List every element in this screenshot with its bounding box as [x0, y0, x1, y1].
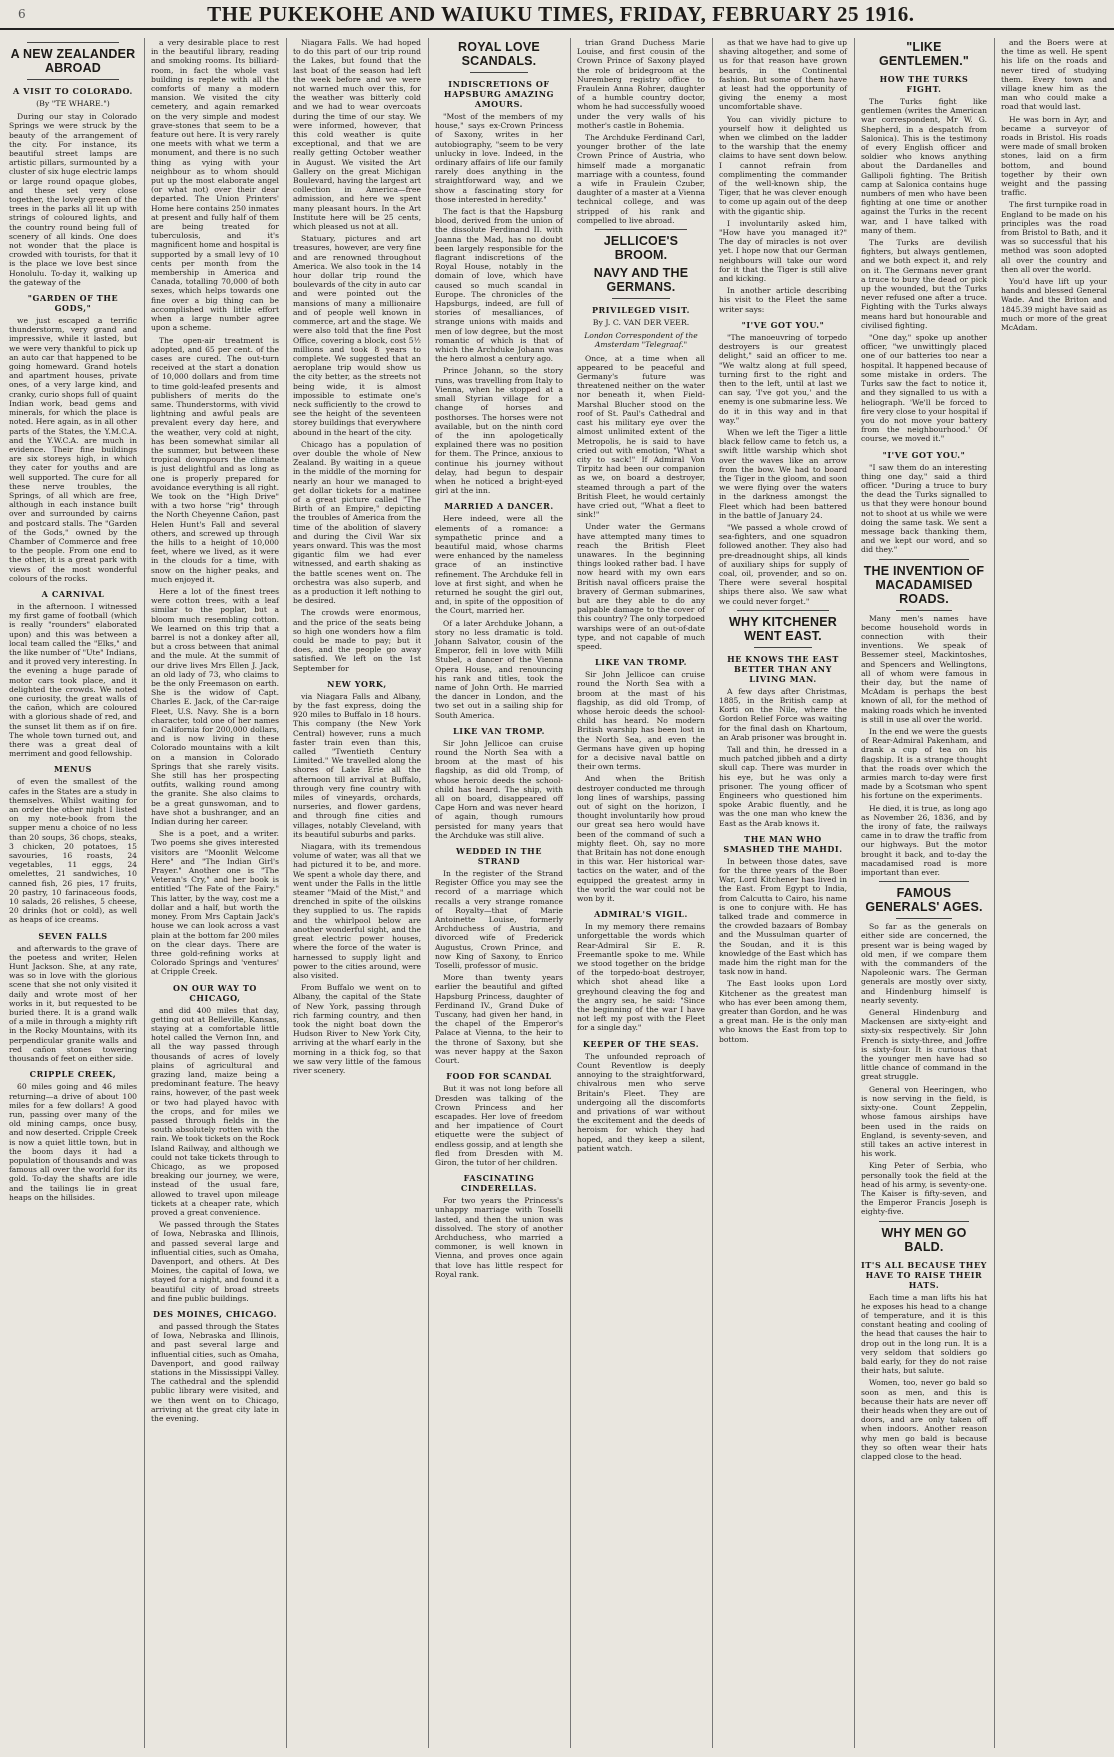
paragraph: General von Heeringen, who is now serving in the field, is sixty-one. Count Zeppelin, whose famous airships have been used in the raids on England, is seventy-seven, and still takes an active interest in his work.: [861, 1084, 987, 1159]
paragraph: The unfounded reproach of Count Reventlow is deeply annoying to the straightforward, chivalrous men who serve Britain's Fleet. They are undergoing all the discomforts and privations of war without the excitement and the deeds of heroism for which they had hoped, and they keep a silent, patient watch.: [577, 1051, 705, 1153]
divider: [879, 1221, 969, 1222]
paragraph: we just escaped a terrific thunderstorm, very grand and impressive, while it lasted, but we were very thankful to pick up an auto car that happened to be going homeward. Grand hotels and apartment houses, private ones, of a very large kind, and cranky, curio shops full of quaint Indian work, bead gems and minerals, for which the place is noted. Here again, as in all other parts of the States, the Y.M.C.A. and the Y.W.C.A. are much in evidence. Their fine buildings are six storeys high, in which they cater for youths and are well supported. The cure for all these nerve troubles, the Springs, of all which are free, although in each instance built over and surrounded by cairns and postcard stalls. The "Garden of the Gods," owned by the Chamber of Commerce and free to the people. From one end to the other, it is a great park with views of the most wonderful colours of the rocks.: [9, 316, 137, 583]
paragraph: In the register of the Strand Register Office you may see the record of a marriage which recalls a very strange romance of Royalty—that of Marie Antoinette Louise, formerly Archduchess of Austria, and divorced wife of Frederick Augustus, Crown Prince, and now King of Saxony, to Enrico Toselli, professor of music.: [435, 869, 563, 971]
paragraph: In another article describing his visit to the Fleet the same writer says:: [719, 286, 847, 314]
column-rule: [854, 38, 855, 1748]
column-3: [288, 38, 426, 1750]
paragraph: Here a lot of the finest trees were cotton trees, with a leaf similar to the poplar, but a bloom much resembling cotton. We learned on this trip that a barrel is not a donkey after all, but a cross between that animal and the mule. At the summit of our drive lives Mrs Ellen J. Jack, an old lady of 73, who claims to be the only Freemason on earth. She is the widow of Capt. Charles E. Jack, of the Car-raige Fleet, U.S. Navy. She is a born character, told one of her names in California for 200,000 dollars, and is now living in these Colorado mountains with a kilt on a mansion in Colorado Springs that she rarely visits. She still has her prospecting outfits, walking round among the granite. She also claims to be a great gunswoman, and to have shot a bushranger, and an Indian during her career.: [151, 586, 279, 827]
section-heading: SEVEN FALLS: [38, 930, 108, 941]
article-byline: (By "TE WHARE."): [36, 99, 110, 108]
divider: [879, 881, 969, 882]
paragraph: We passed through the States of Iowa, Nebraska and Illinois, and passed several large and influential cities, such as Omaha, Davenport, and others. At Des Moines, the capital of Iowa, we stayed for a night, and found it a beautiful city of broad streets and fine public buildings.: [151, 1220, 279, 1303]
paragraph: a very desirable place to rest in the beautiful library, reading and smoking rooms. Its billiard-room, in fact the whole vast building is replete with all the comforts of many a modern mansion. We visited the city cemetery, and again remarked on the very simple and modest grave-stones that seem to be a feature out here. It is very rarely one meets with what we term a monument, and there is no such thing as vying with your neighbour as to whom should put up the most elaborate angel (or what not) over their dear departed. The Union Printers' Home here contains 250 inmates at present and fully half of them are being treated for tuberculosis, and it's magnificent home and hospital is supported by a small levy of 10 cents per month from the membership in America and Canada, totalling 70,000 of both sexes, which helps towards one fine over a big thing can be accomplished with little effort when a large number agree upon a scheme.: [151, 38, 279, 333]
column-rule: [570, 38, 571, 1748]
paragraph: The open-air treatment is adopted, and 65 per cent. of the cases are cured. The out-turn received at the start a donation of 10,000 dollars and from time to time gold-leafed presents and publishers of merits do the same. Thunderstorms, with vivid lightning and awful peals are prevalent every day here, and the weather, very cold at night, has been somewhat similar all the summer, but between these tropical downpours the climate is just delightful and as long as one is properly prepared for avoidance everything is all right. We took on the "High Drive" with a two horse "rig" through the North Cheyenne Cañon, past Helen Hunt's Fall and several others, and screwed up through the hills to a height of 10,000 feet, where we lived, as it were in the clouds for a time, with snow on the higher peaks, and much enjoyed it.: [151, 335, 279, 584]
paragraph: I involuntarily asked him, "How have you managed it?" The day of miracles is not over yet. I hope now that our German neighbours will take our word for it that the Tiger is still alive and kicking.: [719, 218, 847, 284]
paragraph: of even the smallest of the cafes in the States are a study in themselves. Whilst waiting for an order the other night I listed on my note-book from the supper menu a choice of no less than 20 soups, 36 chops, steaks, 3 chicken, 20 potatoes, 15 savouries, 16 roasts, 24 vegetables, 11 eggs, 24 omelettes, 21 sandwiches, 10 canned fish, 26 pies, 17 fruits, 20 pastry, 10 farinaceous foods, 10 salads, 26 relishes, 5 cheese, 20 drinks (hot or cold), as well as heaps of ice creams.: [9, 777, 137, 925]
article-subhead: A VISIT TO COLORADO.: [13, 86, 133, 96]
column-8: [996, 38, 1112, 1750]
section-heading: FASCINATING CINDERELLAS.: [460, 1173, 538, 1194]
paragraph: trian Grand Duchess Marie Louise, and first cousin of the Crown Prince of Saxony played the role of bridegroom at the Nuremberg registry office to Fraulein Anna Rohrer, daughter of a humble country doctor, whom he had successfully wooed under the very walls of his mother's castle in Bohemia.: [577, 38, 705, 130]
column-2: [146, 38, 284, 1750]
paragraph: A few days after Christmas, 1885, in the British camp at Korti on the Nile, where the Gordon Relief Force was waiting for the final dash on Khartoum, an Arab prisoner was brought in.: [719, 686, 847, 742]
paragraph: Each time a man lifts his hat he exposes his head to a change of temperature, and it is this constant heating and cooling of the head that causes the hair to drop out in the long run. It is a very seldom that soldiers go bald early, for they do not raise their hats, but salute.: [861, 1292, 987, 1376]
column-rule: [286, 38, 287, 1748]
paragraph: Sir John Jellicoe can cruise round the North Sea with a broom at the mast of his flagship, as did old Tromp, of whose heroic deeds the school-child has heard. The ship, with all on board, disappeared off Cape Horn and was never heard of again, though rumours persisted for many years that the Archduke was still alive.: [435, 738, 563, 840]
paragraph: "I saw them do an interesting thing one day," said a third officer. "During a truce to bury the dead the Turks signalled to us that they were honour bound not to shoot at us while we were doing the same task. We sent a message back thanking them, and we kept our word, and so did they.": [861, 462, 987, 555]
paragraph: Prince Johann, so the story runs, was travelling from Italy to Vienna, when he stopped at a small Styrian village for a change of horses and posthorses. The horses were not available, but on the ninth cord of the inn apologetically explained there was no position for them. The Prince, anxious to continue his journey without delay, had begun to despair when he noticed a bright-eyed girl at the inn.: [435, 366, 563, 496]
divider: [27, 79, 119, 80]
article-headline: FAMOUS GENERALS' AGES.: [865, 886, 983, 915]
paragraph: Statuary, pictures and art treasures, however, are very fine and are renowned throughout America. We also took in the 14 hour dollar trip round the boulevards of the city in auto car and were pointed out the mansions of many a millionaire and of people well known in commerce, art and the stage. We were also told that the fine Post Office, covering a block, cost 5½ millions and took 8 years to complete. We suggested that an aeroplane trip would show us the city better, as the streets not being wide, it is almost impossible to estimate one's neck sufficiently to the crowd to see the height of the seventeen storey buildings that everywhere abound in the heart of the city.: [293, 234, 421, 437]
paragraph: Sir John Jellicoe can cruise round the North Sea with a broom at the mast of his flagship, as did old Tromp, of whose heroic deeds the school-child has heard. No modern British warship has been lost in the North Sea, and even the Germans have given up hoping for a decisive naval battle on their own terms.: [577, 670, 705, 772]
paragraph: Niagara, with its tremendous volume of water, was all that we had pictured it to be, and more. We spent a whole day there, and went under the Falls in the little steamer "Maid of the Mist," and drenched in spite of the oilskins they supplied to us. The rapids and the whirlpool below are another wonderful sight, and the great electric power houses, where the force of the water is harnessed to supply light and power to the cities around, were also visited.: [293, 842, 421, 980]
divider: [737, 610, 829, 611]
paragraph: General Hindenburg and Mackensen are sixty-eight and sixty-six respectively. Sir John French is sixty-three, and Joffre is sixty-four. It is curious that the younger men have had so little chance of command in the great struggle.: [861, 1008, 987, 1082]
paragraph: The Turks fight like gentlemen (writes the American war correspondent, Mr W. G. Shepherd, in a despatch from Salonica). This is the testimony of every English officer and soldier who knows anything about the Dardanelles and Gallipoli fighting. The British camp at Salonica contains huge numbers of men who have been fighting at one time or another against the Turks in the recent war, and I have talked with many of them.: [861, 97, 987, 235]
paragraph: For two years the Princess's unhappy marriage with Toselli lasted, and then the union was dissolved. The story of another Archduchess, who married a commoner, is well known in Vienna, and proves once again that love has little respect for Royal rank.: [435, 1196, 563, 1279]
section-heading: "I'VE GOT YOU.": [741, 319, 825, 330]
paragraph: The Archduke Ferdinand Carl, younger brother of the late Crown Prince of Austria, who himself made a morganatic marriage with a countess, found a wife in Fraulein Czuber, daughter of a master at a Vienna technical college, and was stripped of his rank and compelled to live abroad.: [577, 133, 705, 225]
paragraph: and the Boers were at the time as well. He spent his life on the roads and never tired of studying them. Every town and village knew him as the man who could make a road that would last.: [1001, 38, 1107, 112]
paragraph: "One day," spoke up another officer, "we unwittingly placed one of our batteries too near a hospital. It happened because of some mistake in orders. The Turks saw the fact to notice it, and they signalled to us with a heliograph. 'We'll be forced to fire very close to your hospital if you do not move your battery from the neighbourhood.' Of course, we moved it.": [861, 333, 987, 444]
divider: [754, 647, 812, 648]
paragraph: You can vividly picture to yourself how it delighted us when we climbed on the ladder to the warship that the enemy claims to have sent down below. I cannot refrain from complimenting the commander of the well-known ship, the Tiger, that he was clever enough to come up again out of the deep with the gigantic ship.: [719, 114, 847, 216]
section-heading: FOOD FOR SCANDAL: [446, 1071, 552, 1082]
paragraph: During our stay in Colorado Springs we were struck by the beauty of the arrangement of the city. For instance, its beautiful street lamps are artistic pillars, surmounted by a cluster of six huge electric lamps or large round opaque globes, and these set very close together, the lovely green of the trees in the parks all lit up with strings of coloured lights, and the country round being full of scenery of all kinds. One does not wonder that the place is crowded with tourists, for that it is the place we love best since Honolulu. To-day it, walking up the gateway of the: [9, 112, 137, 287]
section-heading: WEDDED IN THE STRAND: [455, 846, 543, 867]
article-headline: WHY KITCHENER WENT EAST.: [729, 614, 837, 643]
paragraph: "We passed a whole crowd of sea-fighters, and one squadron followed another. They also had pre-dreadnought ships, all kinds of auxiliary ships for supply of coal, oil, provender, and so on. There were several hospital ships there also. We saw what we could never forget.": [719, 522, 847, 606]
column-rule: [144, 38, 145, 1748]
paragraph: Many men's names have become household words in connection with their inventions. We speak of Bessemer steel, Mackintoshes, and Spencers and Wellingtons, all of whom were famous in their day, but the name of McAdam is perhaps the best known of all, for the method of making roads which he invented is still in use all over the world.: [861, 613, 987, 724]
section-heading: "GARDEN OF THE GODS,": [27, 293, 119, 314]
section-heading: LIKE VAN TROMP.: [595, 657, 687, 668]
paragraph: She is a poet, and a writer. Two poems she gives interested visitors are "Moonlit Welcome Here" and "The Indian Girl's Prayer." Another one is "The Veteran's Cry," and her book is entitled "The Fate of the Fairy." This latter, by the way, cost me a dollar and a half, but worth the money. From Mrs Captain Jack's house we can look across a vast plain at the bottom far 200 miles on the clear days. There are three gold-refining works at Colorado Springs and 'ventures' at Cripple Creek.: [151, 829, 279, 977]
article-subhead: HOW THE TURKS FIGHT.: [879, 74, 969, 94]
article-subhead: HE KNOWS THE EAST BETTER THAN ANY LIVING MAN.: [727, 653, 839, 684]
article-subhead: INDISCRETIONS OF HAPSBURG AMAZING AMOURS.: [443, 79, 555, 109]
paragraph: He was born in Ayr, and became a surveyor of roads in Bristol. His roads were made of small broken stones, laid on a firm bottom, and bound together by their own weight and the passing traffic.: [1001, 114, 1107, 198]
paragraph: He died, it is true, as long ago as November 26, 1836, and by the irony of fate, the railways came in to draw the traffic from our highways. But the motor brought it back, and to-day the macadamised road is more important than ever.: [861, 803, 987, 878]
section-heading: KEEPER OF THE SEAS.: [582, 1038, 700, 1049]
paragraph: Of a later Archduke Johann, a story no less dramatic is told. Johann Salvator, cousin of the Emperor, fell in love with Milli Stubel, a dancer of the Vienna Opera House, and renouncing his rank and titles, took the name of John Orth. He married the dancer in London, and the two set out in a sailing ship for South America.: [435, 618, 563, 720]
article-byline: By J. C. VAN DER VEER.: [592, 318, 690, 328]
page-number: 6: [18, 7, 26, 21]
section-heading: ON OUR WAY TO CHICAGO,: [173, 982, 257, 1003]
paragraph: The East looks upon Lord Kitchener as the greatest man who has ever been among them, greater than Gordon, and he was a great man. He is the only man who knows the East from top to bottom.: [719, 979, 847, 1044]
section-heading: NEW YORK,: [327, 678, 387, 689]
column-7: [856, 38, 992, 1750]
divider: [612, 298, 670, 299]
article-subhead: PRIVILEGED VISIT.: [591, 305, 691, 316]
paragraph: Tall and thin, he dressed in a much patched jibbeh and a dirty skull cap. There was murder in his eye, but he was only a prisoner. The young officer of Engineers who questioned him spoke Arabic fluently, and he was the one man who knew the East as the Arab knows it.: [719, 745, 847, 828]
paragraph: and afterwards to the grave of the poetess and writer, Helen Hunt Jackson. She, at any rate, was so in love with the glorious scene that she not only visited it daily and wrote most of her works in it, but requested to be buried there. It is a grand walk of a mile in through a mighty rift in the Rocky Mountains, with its perpendicular granite walls and red cañon stones towering thousands of feet on either side.: [9, 943, 137, 1064]
paragraph: Under water the Germans have attempted many times to reach the British Fleet unawares. In the beginning things looked rather bad. I have now heard with my own ears British naval officers praise the bravery of German submarines, but are they able to do any palpable damage to the cover of this country? The only torpedoed warships were of an out-of-date type, and not capable of much speed.: [577, 522, 705, 651]
paragraph: and passed through the States of Iowa, Nebraska and Illinois, and past several large and influential cities, such as Omaha, Davenport, and good railway stations in the Mississippi Valley. The cathedral and the splendid public library were visited, and we then went on to Chicago, arriving at the great city late in the evening.: [151, 1322, 279, 1424]
paragraph: From Buffalo we went on to Albany, the capital of the State of New York, passing through rich farming country, and then took the night boat down the Hudson River to New York City, arriving at the wharf early in the morning in a thick fog, so that we saw very little of the famous river scenery.: [293, 983, 421, 1075]
section-heading: CRIPPLE CREEK,: [29, 1069, 117, 1080]
column-6: [714, 38, 852, 1750]
paragraph: via Niagara Falls and Albany, by the fast express, doing the 920 miles to Buffalo in 18 hours. This company (the New York Central) however, runs a much faster train even than this, called "Twentieth Century Limited." We travelled along the shores of Lake Erie all the afternoon till arrival at Buffalo, through very fine country with miles of vineyards, orchards, nurseries, and flower gardens, and through fine cities and villages, notably Cleveland, with its beautiful suburbs and parks.: [293, 691, 421, 839]
section-heading: "I'VE GOT YOU.": [882, 449, 966, 460]
paragraph: And when the British destroyer conducted me through long lines of warships, passing out of sight on the horizon, I thought involuntarily how proud our great sea hero would have been of the command of such a mighty fleet. Oh, say no more that Britain has not done enough in this war. Her historical war-tactics on the water, and of the equipped the greatest army in the world the war could not be won by it.: [577, 774, 705, 904]
paragraph: In the end we were the guests of Rear-Admiral Pakenham, and drank a cup of tea on his flagship. It is a strange thought that the roads over which the armies march to-day were first made by a Scotsman who spent his fortune on the experiments.: [861, 726, 987, 801]
divider: [879, 559, 969, 560]
column-rule: [428, 38, 429, 1748]
article-subhead: IT'S ALL BECAUSE THEY HAVE TO RAISE THEIR HATS.: [861, 1259, 987, 1290]
paragraph: But it was not long before all Dresden was talking of the Crown Princess and her escapades. Her love of freedom and her impatience of Court etiquette were the subject of endless gossip, and at length she fled from Dresden with M. Giron, the tutor of her children.: [435, 1084, 563, 1167]
article-headline: THE INVENTION OF MACADAMISED ROADS.: [863, 563, 985, 606]
byline-affiliation: London Correspondent of the Amsterdam "Telegraaf.": [584, 331, 698, 350]
paragraph: and did 400 miles that day, getting out at Belleville, Kansas, staying at a comfortable little hotel called the Vernon Inn, and all the way passed through thousands of acres of lovely plains of agricultural and grazing land, maize being a predominant feature. The heavy rains, however, of the past week or two had played havoc with the crops, and for miles we passed through fields in the south absolutely rotten with the rain. We took tickets on the Rock Island Railway, and although we could not take tickets through to Chicago, as we proposed breaking our journey, we were, instead of the usual fare, allowed to travel upon mileage tickets at a cheaper rate, which proved a great convenience.: [151, 1005, 279, 1217]
divider: [27, 42, 119, 43]
article-headline: "LIKE GENTLEMEN.": [878, 40, 970, 68]
column-4: [430, 38, 568, 1750]
paragraph: The crowds were enormous, and the price of the seats being so high one wonders how a film could be made to pay; but it does, and the people go away satisfied. We left on the 1st September for: [293, 608, 421, 673]
paragraph: 60 miles going and 46 miles returning—a drive of about 100 miles for a few dollars! A good run, passing over many of the old mining camps, once busy, and now deserted. Cripple Creek is now a quiet little town, but in the boom days it had a population of thousands and was famous all over the world for its gold. To-day the shafts are idle and the tailings lie in great heaps on the hillsides.: [9, 1082, 137, 1202]
section-heading: MARRIED A DANCER.: [444, 501, 554, 512]
article-headline: JELLICOE'S BROOM.: [603, 234, 679, 263]
newspaper-title: THE PUKEKOHE AND WAIUKU TIMES, FRIDAY, FEBRUARY 25 1916.: [207, 1, 915, 26]
article-headline: A NEW ZEALANDER ABROAD: [10, 47, 136, 75]
paragraph: in the afternoon. I witnessed my first game of football (which is really "rounders" elaborated upon) and this was between a local team called the "Elks," and the like number of "Ute" Indians, and it proved very interesting. In the evening a huge parade of motor cars took place, and it delighted the crowds. We noted one curiosity, the great walls of the cañon, which are coloured with a glorious shade of red, and the sunset lit them as if on fire. The whole town turned out, and there was a great deal of merriment and good fellowship.: [9, 601, 137, 759]
paragraph: Women, too, never go bald so soon as men, and this is because their hats are never off their heads when they are out of doors, and are only taken off when indoors. Another reason why men go bald is because they so often wear their hats clapped close to the head.: [861, 1378, 987, 1461]
column-1: [4, 38, 142, 1750]
article-headline-secondary: NAVY AND THE GERMANS.: [593, 266, 689, 295]
paragraph: "The manoeuvring of torpedo destroyers is our greatest delight," said an officer to me. "We waltz along at full speed, turning first to the right and then to the left, until at last we can say, 'I've got you,' and the enemy is one submarine less. We do it in this way and in that way.": [719, 332, 847, 425]
section-heading: DES MOINES, CHICAGO.: [153, 1309, 277, 1320]
paragraph: The first turnpike road in England to be made on his principles was the road from Bristol to Bath, and it was so successful that his method was soon adopted all over the country and then all over the world.: [1001, 200, 1107, 274]
divider: [470, 72, 528, 73]
paragraph: Niagara Falls. We had hoped to do this part of our trip round the Lakes, but found that the last boat of the season had left the week before and we were not warned much over this, for the weather was bitterly cold and we had to wear overcoats during the time of our stay. We were informed, however, that this cold weather is quite exceptional, and that we are really getting October weather in August. We visited the Art Gallery on the great Michigan Boulevard, having the largest art collection in America—free admission, and here we spent many pleasant hours. In the Art Institute here will be 25 cents, which pleased us not at all.: [293, 38, 421, 232]
section-heading: A CARNIVAL: [41, 588, 105, 599]
article-headline: ROYAL LOVE SCANDALS.: [458, 40, 540, 68]
section-heading: LIKE VAN TROMP.: [453, 725, 545, 736]
column-5: [572, 38, 710, 1750]
paragraph: King Peter of Serbia, who personally took the field at the head of his army, is seventy-one. The Kaiser is fifty-seven, and the Emperor Francis Joseph is eighty-five.: [861, 1161, 987, 1217]
section-heading: MENUS: [53, 764, 93, 775]
masthead: [0, 0, 1114, 30]
paragraph: Once, at a time when all appeared to be peaceful and Germany's future was threatened neither on the water nor beneath it, when Field-Marshal Blucher stood on the roof of St. Paul's Cathedral and cast his military eye over the almost unlimited extent of the Metropolis, he is said to have cried out with emotion, "What a city to sack!" If Admiral Von Tirpitz had been our companion as we, on board a destroyer, steamed through a part of the British Fleet, he would certainly have cried out, "What a fleet to sink!": [577, 353, 705, 520]
paragraph: The Turks are devilish fighters, but always gentlemen, and we both expect it, and rely on it. The Germans never grant a truce to bury the dead or pick up the wounded, but the Turks never refused one after a truce. Fighting with the Turks always means hard but honourable and civilised fighting.: [861, 238, 987, 330]
column-rule: [712, 38, 713, 1748]
divider: [896, 610, 952, 611]
article-headline: WHY MEN GO BALD.: [881, 1225, 967, 1254]
paragraph: In my memory there remains unforgettable the words which Rear-Admiral Sir E. R. Freemantle spoke to me. While we stood together on the bridge of the torpedo-boat destroyer, which shot ahead like a greyhound cleaving the fog and the angry sea, he said: "Since the beginning of the war I have not left my post with the Fleet for a single day.": [577, 922, 705, 1033]
paragraph: as that we have had to give up shaving altogether, and some of us for that reason have grown beards, in the Continental fashion. But some of them have at least had the opportunity of giving the enemy a most uncomfortable shave.: [719, 38, 847, 112]
paragraph: The fact is that the Hapsburg blood, derived from the union of the dissolute Ferdinand II. with Joanna the Mad, has no doubt been largely responsible for the flagrant indiscretions of the Royal House, notably in the domain of love, which have caused so much scandal in Europe. The chronicles of the Hapsburgs, indeed, are full of stories of mesalliances, of strange unions with maids and men of low degree, but the most romantic of which is that of which the Archduke Johann was the hero almost a century ago.: [435, 207, 563, 364]
paragraph: "Most of the members of my house," says ex-Crown Princess of Saxony, writes in her autobiography, "seem to be very unlucky in love. Indeed, in the ordinary affairs of life our family rarely does anything in the straightforward way, and we show a fascinating story for those interested in heredity.": [435, 112, 563, 204]
section-heading: THE MAN WHO SMASHED THE MAHDI.: [723, 833, 843, 854]
paragraph: So far as the generals on either side are concerned, the present war is being waged by old men, if we compare them with the commanders of the Napoleonic wars. The German generals are mostly over sixty, and Hindenburg himself is nearly seventy.: [861, 922, 987, 1005]
paragraph: In between those dates, save for the three years of the Boer War, Lord Kitchener has lived in the East. From Egypt to India, from Calcutta to Cairo, his name is one to conjure with. He has talked trade and commerce in the crowded bazaars of Bombay and the Mussulman quarter of the Soudan, and it is this knowledge of the East which has made him the right man for the task now in hand.: [719, 856, 847, 977]
paragraph: You'd have lift up your hands and blessed General Wade. And the Briton and 1845.39 might have said as much or more of the great McAdam.: [1001, 277, 1107, 333]
section-heading: ADMIRAL'S VIGIL.: [594, 909, 688, 920]
paragraph: More than twenty years earlier the beautiful and gifted Hapsburg Princess, daughter of Ferdinand IV., Grand Duke of Tuscany, had given her hand, in the chapel of the Emperor's Palace at Vienna, to the heir to the throne of Saxony, but she was never happy at the Saxon Court.: [435, 973, 563, 1066]
paragraph: Chicago has a population of over double the whole of New Zealand. By waiting in a queue in the middle of the morning for nearly an hour we managed to get dollar tickets for a matinee of a great picture called "The Birth of an Empire," depicting the troubles of America from the time of the abolition of slavery and during the Civil War six years onward. This was the most gigantic film we had ever witnessed, and earth shaking as the battle scenes went on. The orchestra was also superb, and as a production it left nothing to be desired.: [293, 439, 421, 606]
divider: [896, 918, 952, 919]
paragraph: Here indeed, were all the elements of a romance: a sympathetic prince and a beautiful maid, whose charms were enhanced by the nameless grace of an instinctive refinement. The Archduke fell in love at first sight, and when he returned he sought the girl out, and, in spite of the opposition of the Court, married her.: [435, 514, 563, 616]
column-rule: [994, 38, 995, 1748]
paragraph: When we left the Tiger a little black fellow came to fetch us, a swift little warship which shot over the waves like an arrow from the bow. We had to board the Tiger in the gloom, and soon we were flying over the waters in the darkness amongst the Fleet which had been battered in the battle of January 24.: [719, 427, 847, 520]
divider: [595, 229, 687, 230]
